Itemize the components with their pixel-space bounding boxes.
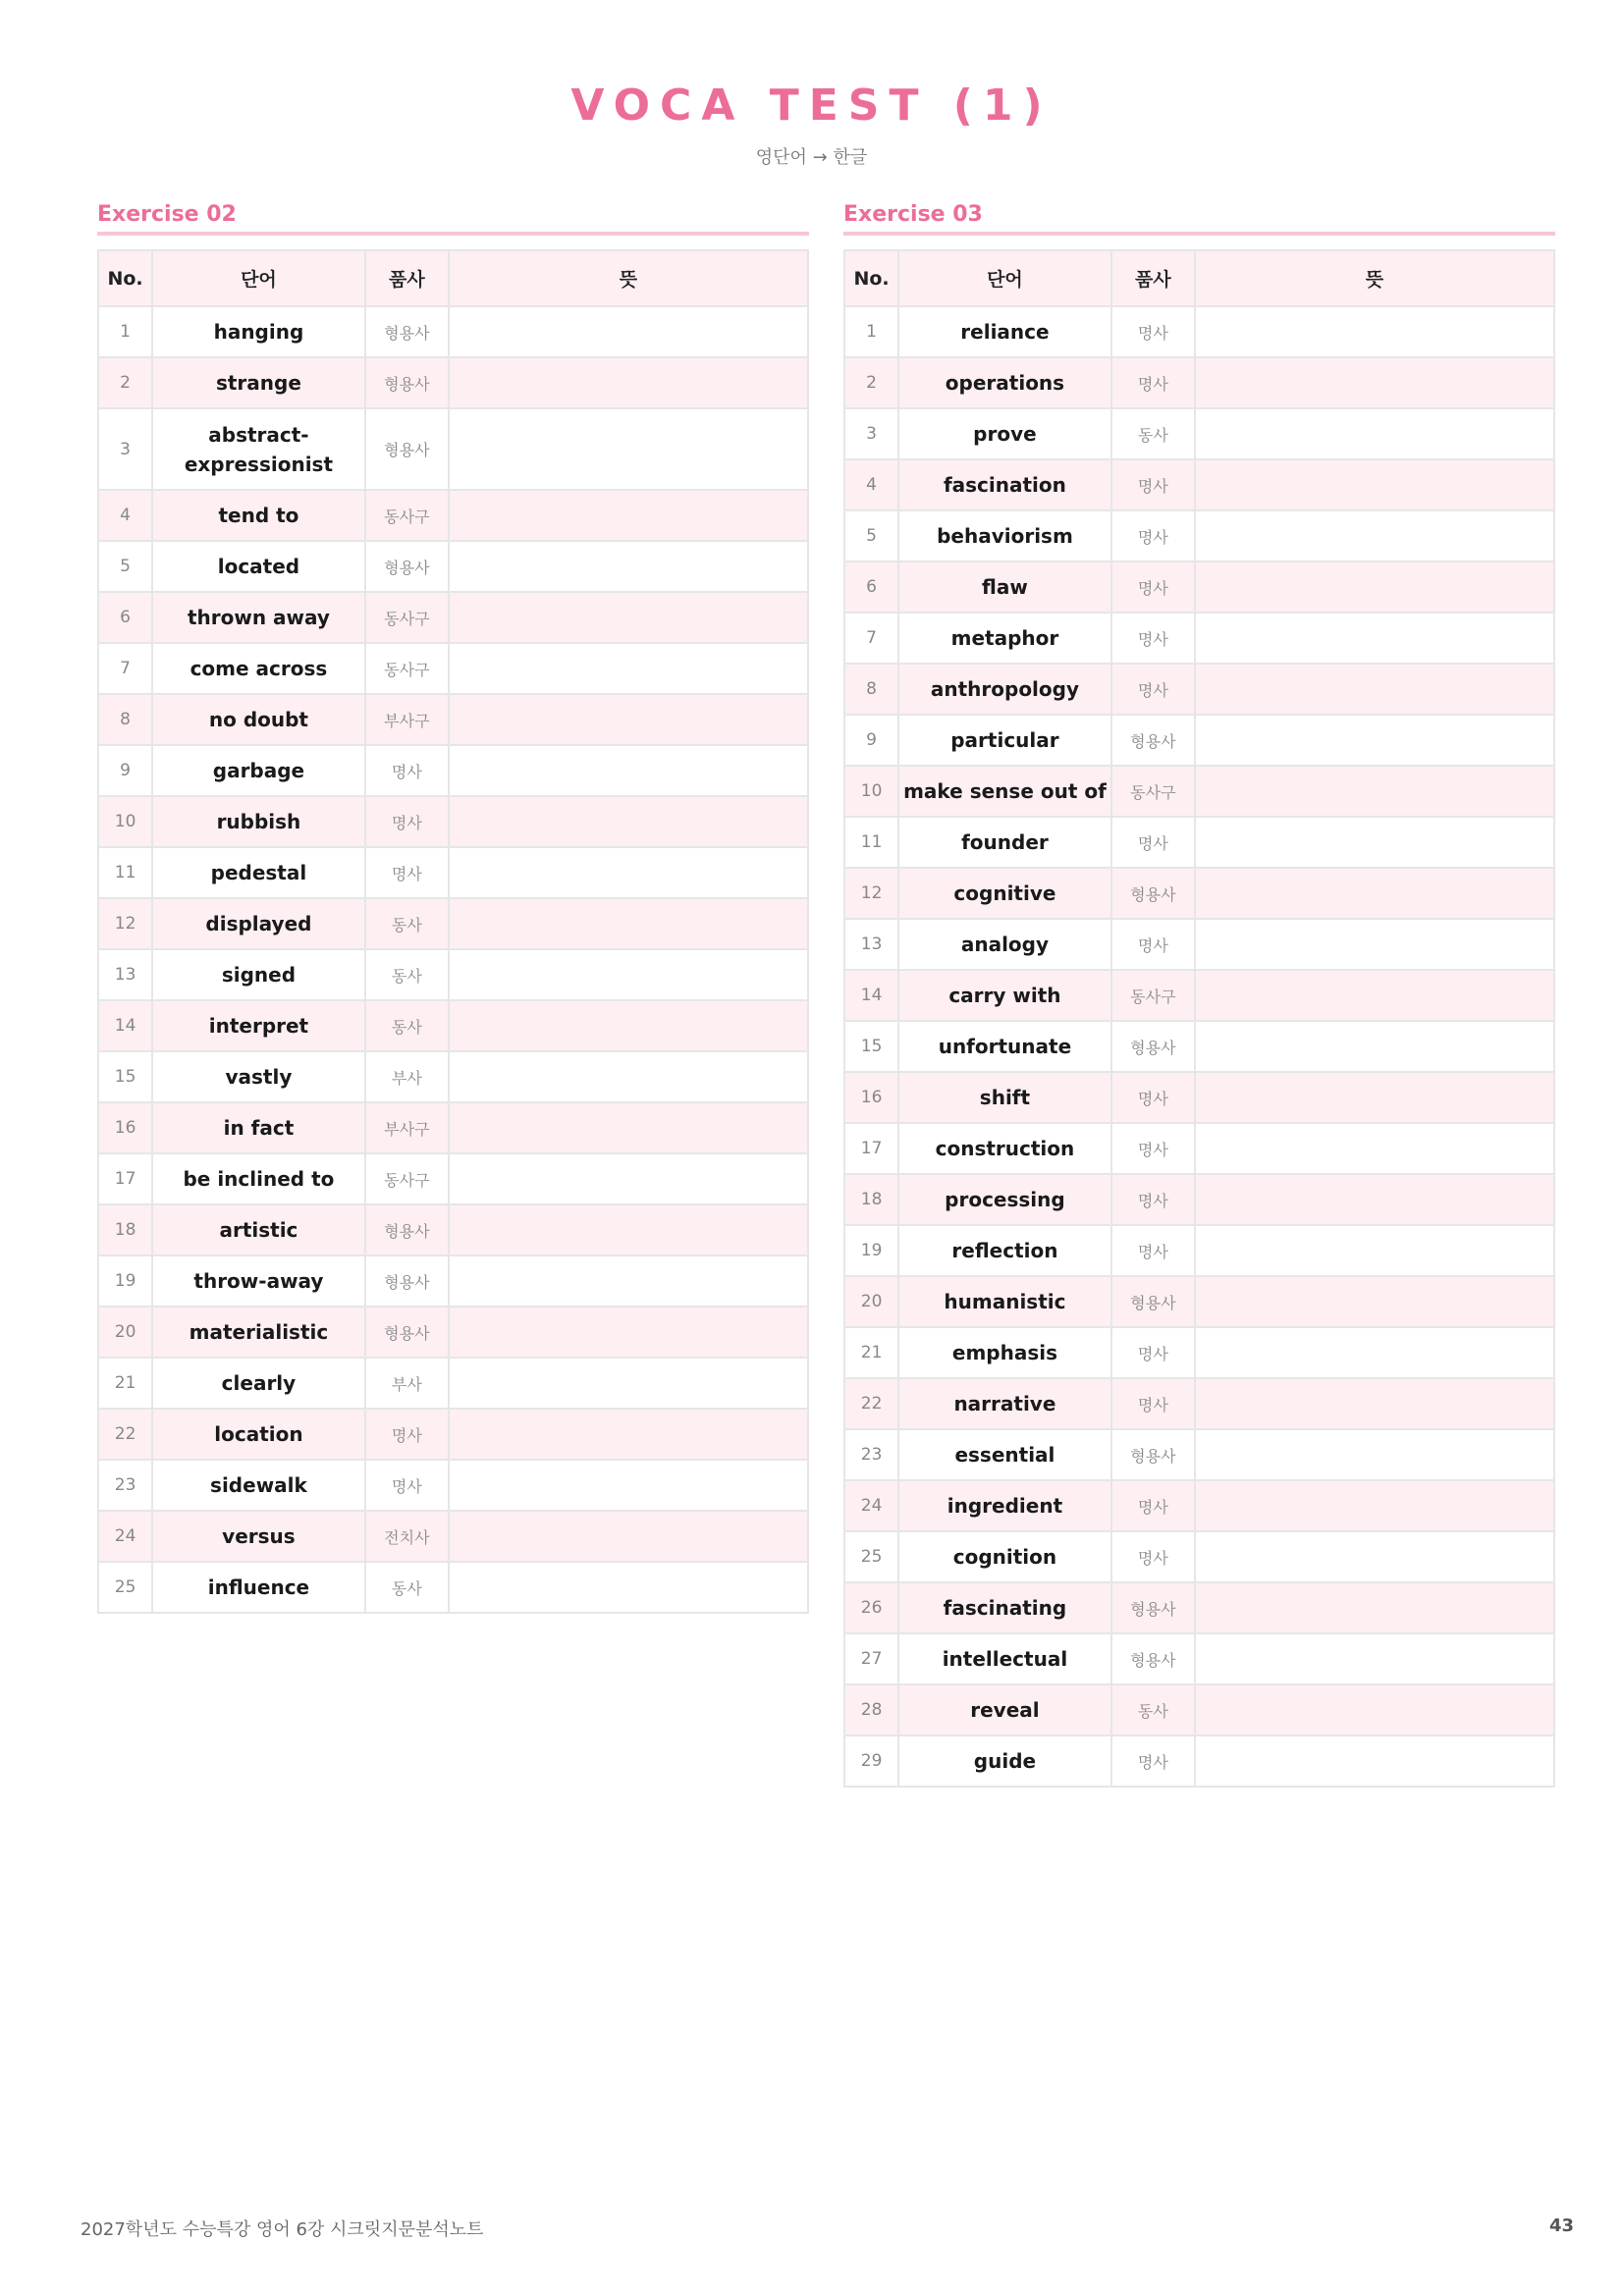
vocab-word: artistic — [152, 1204, 365, 1255]
meaning-answer-cell[interactable] — [449, 796, 808, 847]
table-row — [98, 490, 808, 541]
table-row — [844, 1276, 1554, 1327]
vocab-word: signed — [152, 949, 365, 1000]
table-row — [98, 306, 808, 357]
meaning-answer-cell[interactable] — [1195, 306, 1554, 357]
part-of-speech: 부사구 — [365, 1102, 449, 1153]
part-of-speech: 형용사 — [1111, 1633, 1195, 1684]
table-row — [844, 1429, 1554, 1480]
part-of-speech: 명사 — [1111, 1480, 1195, 1531]
vocab-word: interpret — [152, 1000, 365, 1051]
vocab-word: in fact — [152, 1102, 365, 1153]
table-row — [844, 306, 1554, 357]
table-row — [844, 1633, 1554, 1684]
vocab-word: intellectual — [898, 1633, 1111, 1684]
part-of-speech: 부사 — [365, 1358, 449, 1409]
row-number: 5 — [844, 510, 898, 561]
vocab-word: tend to — [152, 490, 365, 541]
column-header-no: No. — [98, 250, 152, 306]
meaning-answer-cell[interactable] — [1195, 613, 1554, 664]
row-number: 23 — [98, 1460, 152, 1511]
part-of-speech: 형용사 — [365, 408, 449, 490]
table-row — [844, 459, 1554, 510]
meaning-answer-cell[interactable] — [1195, 766, 1554, 817]
part-of-speech: 동사구 — [365, 643, 449, 694]
part-of-speech: 형용사 — [365, 1307, 449, 1358]
column-header-word: 단어 — [152, 250, 365, 306]
table-row — [844, 1327, 1554, 1378]
meaning-answer-cell[interactable] — [449, 1153, 808, 1204]
meaning-answer-cell[interactable] — [1195, 1684, 1554, 1735]
vocab-word: fascination — [898, 459, 1111, 510]
row-number: 14 — [844, 970, 898, 1021]
vocab-word: analogy — [898, 919, 1111, 970]
vocab-table — [843, 249, 1555, 1788]
table-row — [98, 541, 808, 592]
row-number: 10 — [844, 766, 898, 817]
meaning-answer-cell[interactable] — [449, 898, 808, 949]
meaning-answer-cell[interactable] — [1195, 1582, 1554, 1633]
table-row — [844, 408, 1554, 459]
part-of-speech: 동사구 — [365, 490, 449, 541]
table-row — [844, 1531, 1554, 1582]
column-header-word: 단어 — [898, 250, 1111, 306]
vocab-word: sidewalk — [152, 1460, 365, 1511]
part-of-speech: 형용사 — [1111, 1429, 1195, 1480]
vocab-word: shift — [898, 1072, 1111, 1123]
part-of-speech: 동사 — [365, 898, 449, 949]
row-number: 15 — [844, 1021, 898, 1072]
row-number: 4 — [98, 490, 152, 541]
table-row — [844, 1021, 1554, 1072]
row-number: 9 — [98, 745, 152, 796]
meaning-answer-cell[interactable] — [449, 1255, 808, 1307]
part-of-speech: 명사 — [1111, 1327, 1195, 1378]
footer-book-title: 2027학년도 수능특강 영어 6강 시크릿지문분석노트 — [81, 2219, 484, 2240]
vocab-word: prove — [898, 408, 1111, 459]
row-number: 8 — [844, 664, 898, 715]
part-of-speech: 형용사 — [1111, 868, 1195, 919]
table-row — [98, 1358, 808, 1409]
vocab-word: particular — [898, 715, 1111, 766]
meaning-answer-cell[interactable] — [1195, 715, 1554, 766]
table-row — [844, 1684, 1554, 1735]
table-row — [98, 796, 808, 847]
vocab-word: influence — [152, 1562, 365, 1613]
meaning-answer-cell[interactable] — [449, 949, 808, 1000]
table-row — [98, 643, 808, 694]
row-number: 9 — [844, 715, 898, 766]
table-row — [98, 1000, 808, 1051]
table-row — [98, 1051, 808, 1102]
row-number: 18 — [844, 1174, 898, 1225]
column-header-no: No. — [844, 250, 898, 306]
vocab-word: guide — [898, 1735, 1111, 1787]
page-subtitle: 영단어 → 한글 — [755, 147, 868, 168]
meaning-answer-cell[interactable] — [1195, 1735, 1554, 1787]
meaning-answer-cell[interactable] — [449, 745, 808, 796]
table-row — [844, 664, 1554, 715]
meaning-answer-cell[interactable] — [1195, 1276, 1554, 1327]
table-row — [98, 1204, 808, 1255]
table-row — [98, 745, 808, 796]
row-number: 19 — [844, 1225, 898, 1276]
row-number: 21 — [844, 1327, 898, 1378]
vocab-word: unfortunate — [898, 1021, 1111, 1072]
part-of-speech: 동사구 — [1111, 970, 1195, 1021]
exercise-title: Exercise 02 — [97, 198, 809, 236]
vocab-word: reflection — [898, 1225, 1111, 1276]
row-number: 2 — [844, 357, 898, 408]
row-number: 11 — [844, 817, 898, 868]
vocab-word: materialistic — [152, 1307, 365, 1358]
row-number: 24 — [844, 1480, 898, 1531]
row-number: 28 — [844, 1684, 898, 1735]
meaning-answer-cell[interactable] — [1195, 459, 1554, 510]
table-row — [844, 919, 1554, 970]
row-number: 22 — [98, 1409, 152, 1460]
part-of-speech: 형용사 — [1111, 1582, 1195, 1633]
table-row — [844, 1378, 1554, 1429]
part-of-speech: 명사 — [1111, 1378, 1195, 1429]
exercise-section — [843, 198, 1555, 1788]
part-of-speech: 동사 — [365, 1000, 449, 1051]
vocab-word: located — [152, 541, 365, 592]
meaning-answer-cell[interactable] — [449, 1511, 808, 1562]
part-of-speech: 동사 — [1111, 408, 1195, 459]
part-of-speech: 부사 — [365, 1051, 449, 1102]
vocab-word: rubbish — [152, 796, 365, 847]
table-row — [98, 1153, 808, 1204]
part-of-speech: 동사 — [365, 1562, 449, 1613]
part-of-speech: 명사 — [1111, 1225, 1195, 1276]
meaning-answer-cell[interactable] — [449, 490, 808, 541]
meaning-answer-cell[interactable] — [1195, 1378, 1554, 1429]
table-header-row — [98, 250, 808, 306]
table-header-row — [844, 250, 1554, 306]
part-of-speech: 전치사 — [365, 1511, 449, 1562]
meaning-answer-cell[interactable] — [1195, 1429, 1554, 1480]
vocab-word: be inclined to — [152, 1153, 365, 1204]
vocab-word: operations — [898, 357, 1111, 408]
row-number: 3 — [844, 408, 898, 459]
part-of-speech: 명사 — [1111, 1123, 1195, 1174]
row-number: 25 — [98, 1562, 152, 1613]
table-row — [98, 1307, 808, 1358]
row-number: 21 — [98, 1358, 152, 1409]
row-number: 5 — [98, 541, 152, 592]
part-of-speech: 명사 — [1111, 306, 1195, 357]
table-row — [844, 1735, 1554, 1787]
vocab-word: reliance — [898, 306, 1111, 357]
meaning-answer-cell[interactable] — [449, 1102, 808, 1153]
vocab-word: versus — [152, 1511, 365, 1562]
meaning-answer-cell[interactable] — [1195, 817, 1554, 868]
row-number: 17 — [844, 1123, 898, 1174]
part-of-speech: 형용사 — [1111, 1021, 1195, 1072]
row-number: 25 — [844, 1531, 898, 1582]
meaning-answer-cell[interactable] — [1195, 1072, 1554, 1123]
row-number: 16 — [844, 1072, 898, 1123]
vocab-word: no doubt — [152, 694, 365, 745]
part-of-speech: 명사 — [1111, 613, 1195, 664]
vocab-word: location — [152, 1409, 365, 1460]
row-number: 19 — [98, 1255, 152, 1307]
meaning-answer-cell[interactable] — [1195, 408, 1554, 459]
vocab-word: displayed — [152, 898, 365, 949]
table-row — [844, 1072, 1554, 1123]
row-number: 23 — [844, 1429, 898, 1480]
table-row — [98, 898, 808, 949]
vocab-word: fascinating — [898, 1582, 1111, 1633]
meaning-answer-cell[interactable] — [449, 1307, 808, 1358]
column-header-pos: 품사 — [1111, 250, 1195, 306]
row-number: 11 — [98, 847, 152, 898]
part-of-speech: 형용사 — [1111, 1276, 1195, 1327]
vocab-word: narrative — [898, 1378, 1111, 1429]
part-of-speech: 명사 — [1111, 817, 1195, 868]
part-of-speech: 명사 — [365, 847, 449, 898]
table-row — [98, 1102, 808, 1153]
part-of-speech: 명사 — [1111, 561, 1195, 613]
meaning-answer-cell[interactable] — [1195, 664, 1554, 715]
row-number: 12 — [98, 898, 152, 949]
table-row — [844, 868, 1554, 919]
vocab-word: essential — [898, 1429, 1111, 1480]
table-row — [844, 766, 1554, 817]
part-of-speech: 형용사 — [365, 1204, 449, 1255]
row-number: 1 — [98, 306, 152, 357]
vocab-word: make sense out of — [898, 766, 1111, 817]
table-row — [98, 592, 808, 643]
table-row — [844, 1174, 1554, 1225]
vocab-word: throw-away — [152, 1255, 365, 1307]
column-header-meaning: 뜻 — [1195, 250, 1554, 306]
table-row — [844, 613, 1554, 664]
table-row — [98, 1255, 808, 1307]
column-header-meaning: 뜻 — [449, 250, 808, 306]
part-of-speech: 형용사 — [365, 357, 449, 408]
part-of-speech: 형용사 — [365, 306, 449, 357]
part-of-speech: 명사 — [1111, 1735, 1195, 1787]
row-number: 24 — [98, 1511, 152, 1562]
table-row — [844, 1225, 1554, 1276]
part-of-speech: 명사 — [1111, 1531, 1195, 1582]
part-of-speech: 형용사 — [365, 1255, 449, 1307]
part-of-speech: 명사 — [1111, 357, 1195, 408]
part-of-speech: 명사 — [1111, 1072, 1195, 1123]
row-number: 29 — [844, 1735, 898, 1787]
row-number: 26 — [844, 1582, 898, 1633]
meaning-answer-cell[interactable] — [1195, 510, 1554, 561]
part-of-speech: 부사구 — [365, 694, 449, 745]
table-row — [844, 357, 1554, 408]
row-number: 15 — [98, 1051, 152, 1102]
meaning-answer-cell[interactable] — [449, 1409, 808, 1460]
part-of-speech: 명사 — [1111, 510, 1195, 561]
vocab-word: emphasis — [898, 1327, 1111, 1378]
vocab-table — [97, 249, 809, 1614]
vocab-word: hanging — [152, 306, 365, 357]
row-number: 22 — [844, 1378, 898, 1429]
vocab-word: reveal — [898, 1684, 1111, 1735]
meaning-answer-cell[interactable] — [1195, 1174, 1554, 1225]
meaning-answer-cell[interactable] — [449, 1204, 808, 1255]
part-of-speech: 동사 — [365, 949, 449, 1000]
table-row — [98, 408, 808, 490]
table-row — [98, 847, 808, 898]
table-row — [844, 1480, 1554, 1531]
vocab-word: ingredient — [898, 1480, 1111, 1531]
meaning-answer-cell[interactable] — [1195, 1225, 1554, 1276]
row-number: 16 — [98, 1102, 152, 1153]
part-of-speech: 형용사 — [365, 541, 449, 592]
meaning-answer-cell[interactable] — [1195, 868, 1554, 919]
table-row — [98, 1562, 808, 1613]
vocab-word: metaphor — [898, 613, 1111, 664]
row-number: 6 — [844, 561, 898, 613]
row-number: 20 — [844, 1276, 898, 1327]
part-of-speech: 명사 — [365, 745, 449, 796]
vocab-word: humanistic — [898, 1276, 1111, 1327]
row-number: 17 — [98, 1153, 152, 1204]
meaning-answer-cell[interactable] — [1195, 1123, 1554, 1174]
table-row — [98, 357, 808, 408]
vocab-word: founder — [898, 817, 1111, 868]
exercise-section — [97, 198, 809, 1614]
table-row — [98, 1460, 808, 1511]
row-number: 7 — [98, 643, 152, 694]
meaning-answer-cell[interactable] — [449, 1000, 808, 1051]
meaning-answer-cell[interactable] — [1195, 1633, 1554, 1684]
part-of-speech: 명사 — [1111, 919, 1195, 970]
table-row — [98, 1511, 808, 1562]
row-number: 7 — [844, 613, 898, 664]
table-row — [844, 1123, 1554, 1174]
meaning-answer-cell[interactable] — [1195, 357, 1554, 408]
table-row — [98, 949, 808, 1000]
row-number: 1 — [844, 306, 898, 357]
vocab-word: flaw — [898, 561, 1111, 613]
table-row — [98, 1409, 808, 1460]
table-row — [844, 1582, 1554, 1633]
vocab-word: thrown away — [152, 592, 365, 643]
vocab-word: carry with — [898, 970, 1111, 1021]
row-number: 13 — [98, 949, 152, 1000]
row-number: 13 — [844, 919, 898, 970]
row-number: 18 — [98, 1204, 152, 1255]
vocab-word: vastly — [152, 1051, 365, 1102]
table-row — [844, 561, 1554, 613]
meaning-answer-cell[interactable] — [1195, 919, 1554, 970]
vocab-word: cognition — [898, 1531, 1111, 1582]
row-number: 4 — [844, 459, 898, 510]
table-row — [844, 817, 1554, 868]
vocab-word: construction — [898, 1123, 1111, 1174]
meaning-answer-cell[interactable] — [1195, 1021, 1554, 1072]
meaning-answer-cell[interactable] — [449, 1460, 808, 1511]
row-number: 10 — [98, 796, 152, 847]
table-row — [844, 715, 1554, 766]
vocab-word: strange — [152, 357, 365, 408]
meaning-answer-cell[interactable] — [449, 847, 808, 898]
vocab-word: pedestal — [152, 847, 365, 898]
part-of-speech: 명사 — [1111, 459, 1195, 510]
table-row — [98, 694, 808, 745]
row-number: 2 — [98, 357, 152, 408]
meaning-answer-cell[interactable] — [1195, 1327, 1554, 1378]
page-number: 43 — [1549, 2216, 1575, 2236]
meaning-answer-cell[interactable] — [449, 643, 808, 694]
row-number: 6 — [98, 592, 152, 643]
row-number: 14 — [98, 1000, 152, 1051]
part-of-speech: 형용사 — [1111, 715, 1195, 766]
meaning-answer-cell[interactable] — [449, 1358, 808, 1409]
row-number: 3 — [98, 408, 152, 490]
vocab-word: come across — [152, 643, 365, 694]
meaning-answer-cell[interactable] — [1195, 970, 1554, 1021]
table-row — [844, 970, 1554, 1021]
vocab-word: cognitive — [898, 868, 1111, 919]
vocab-word: behaviorism — [898, 510, 1111, 561]
exercise-title: Exercise 03 — [843, 198, 1555, 236]
vocab-word: processing — [898, 1174, 1111, 1225]
column-header-pos: 품사 — [365, 250, 449, 306]
table-row — [844, 510, 1554, 561]
meaning-answer-cell[interactable] — [449, 694, 808, 745]
row-number: 12 — [844, 868, 898, 919]
meaning-answer-cell[interactable] — [449, 1051, 808, 1102]
meaning-answer-cell[interactable] — [449, 1562, 808, 1613]
page-title: VOCA TEST (1) — [570, 80, 1053, 131]
meaning-answer-cell[interactable] — [449, 541, 808, 592]
meaning-answer-cell[interactable] — [1195, 561, 1554, 613]
meaning-answer-cell[interactable] — [449, 357, 808, 408]
row-number: 27 — [844, 1633, 898, 1684]
part-of-speech: 명사 — [1111, 664, 1195, 715]
vocab-word: garbage — [152, 745, 365, 796]
meaning-answer-cell[interactable] — [449, 592, 808, 643]
part-of-speech: 명사 — [365, 1460, 449, 1511]
vocab-word: anthropology — [898, 664, 1111, 715]
part-of-speech: 동사 — [1111, 1684, 1195, 1735]
row-number: 8 — [98, 694, 152, 745]
part-of-speech: 명사 — [365, 796, 449, 847]
part-of-speech: 명사 — [365, 1409, 449, 1460]
row-number: 20 — [98, 1307, 152, 1358]
vocab-word: abstract- expressionist — [152, 408, 365, 490]
meaning-answer-cell[interactable] — [449, 408, 808, 490]
vocab-word: clearly — [152, 1358, 365, 1409]
meaning-answer-cell[interactable] — [449, 306, 808, 357]
meaning-answer-cell[interactable] — [1195, 1480, 1554, 1531]
part-of-speech: 명사 — [1111, 1174, 1195, 1225]
part-of-speech: 동사구 — [365, 1153, 449, 1204]
part-of-speech: 동사구 — [365, 592, 449, 643]
meaning-answer-cell[interactable] — [1195, 1531, 1554, 1582]
part-of-speech: 동사구 — [1111, 766, 1195, 817]
